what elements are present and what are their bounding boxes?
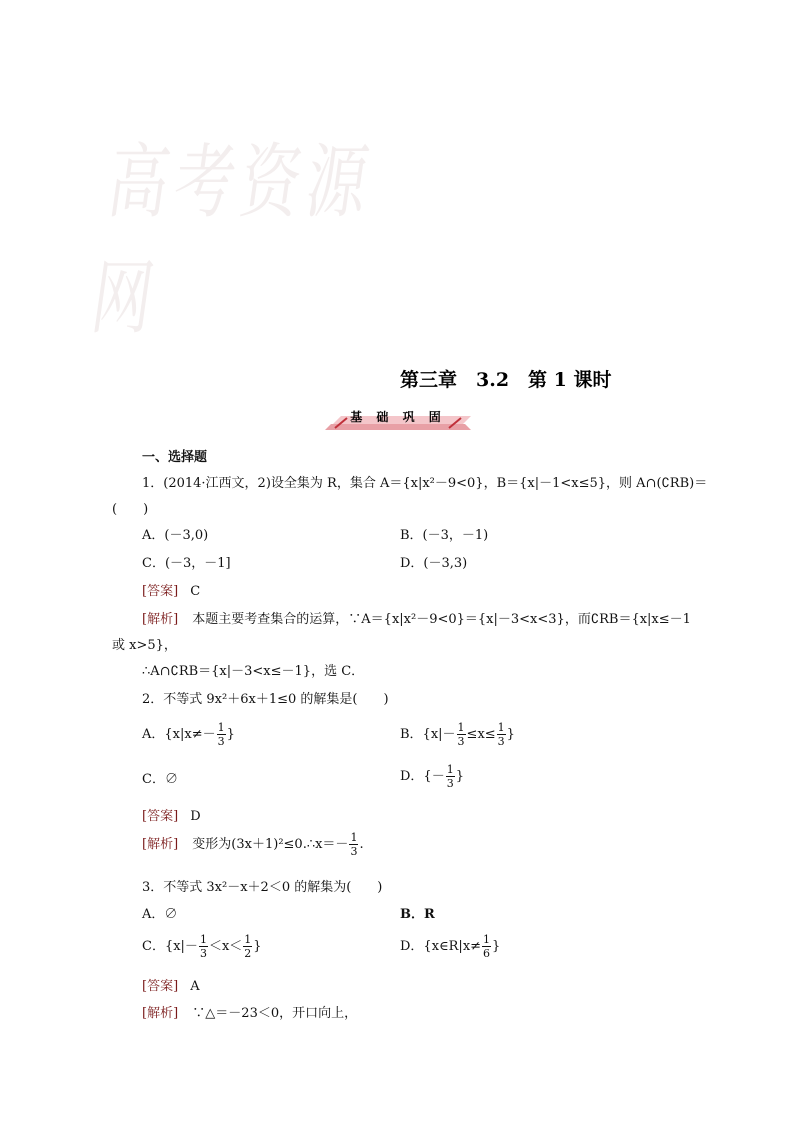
- q3-option-c-pre: C．{x|－: [142, 939, 198, 954]
- q3-option-c: [142, 934, 262, 959]
- answer-tag: [答案]: [142, 809, 179, 824]
- q1-analysis-line2: 或 x>5}，: [112, 638, 177, 653]
- frac-num: 1: [497, 721, 505, 734]
- fraction: [446, 764, 455, 789]
- q2-option-b-pre: B．{x|－: [400, 727, 456, 742]
- answer-tag: [答案]: [142, 979, 179, 994]
- q2-option-a: [142, 722, 235, 747]
- fraction: [497, 722, 506, 747]
- q1-stem-line1: 1．(2014·江西文，2)设全集为 R，集合 A＝{x|x²－9<0}，B＝{x|－1<x≤5}，则 A∩(∁RB)＝: [142, 476, 708, 491]
- q3-analysis: [142, 1002, 357, 1021]
- q1-option-a: A．(－3,0): [142, 528, 209, 543]
- analysis-tag: [解析]: [142, 1006, 179, 1021]
- q2-stem: 2．不等式 9x²＋6x＋1≤0 的解集是( ): [142, 692, 389, 707]
- q2-option-c: C．∅: [142, 772, 178, 787]
- q1-option-b: B．(－3，－1): [400, 528, 489, 543]
- fraction: [457, 722, 466, 747]
- q2-option-a-pre: A．{x|x≠－: [142, 727, 216, 742]
- answer-value: A: [190, 979, 200, 994]
- analysis-text: 本题主要考查集合的运算，∵A＝{x|x²－9<0}＝{x|－3<x<3}，而∁RB＝{x|x≤－1: [192, 612, 691, 627]
- q2-analysis: [142, 832, 364, 857]
- frac-num: 1: [446, 763, 454, 776]
- q2-answer: [142, 805, 201, 824]
- q1-analysis-line3: ∴A∩∁RB＝{x|－3<x≤－1}，选 C．: [142, 664, 365, 679]
- fraction: [217, 722, 226, 747]
- section-title: 一、选择题: [142, 450, 208, 465]
- q2-option-d-pre: D．{－: [400, 769, 445, 784]
- frac-num: 1: [350, 831, 358, 844]
- frac-num: 1: [483, 933, 491, 946]
- answer-tag: [答案]: [142, 584, 179, 599]
- frac-den: 2: [244, 947, 252, 960]
- frac-num: 1: [457, 721, 465, 734]
- q1-option-c: C．(－3，－1]: [142, 556, 231, 571]
- q3-stem: 3．不等式 3x²－x＋2＜0 的解集为( ): [142, 880, 383, 895]
- q3-option-c-post: }: [253, 939, 262, 954]
- frac-num: 1: [199, 933, 207, 946]
- analysis-end: .: [359, 837, 364, 852]
- frac-den: 3: [199, 947, 207, 960]
- frac-den: 3: [497, 735, 505, 748]
- fraction: [199, 934, 208, 959]
- q2-option-d-post: }: [455, 769, 464, 784]
- q3-option-d: [400, 934, 500, 959]
- q2-option-b: [400, 722, 515, 747]
- answer-value: C: [190, 584, 201, 599]
- q3-option-c-mid: ＜x＜: [208, 939, 243, 954]
- banner-label: 基 础 巩 固: [350, 410, 446, 424]
- q2-option-b-mid: ≤x≤: [466, 727, 496, 742]
- frac-den: 3: [446, 777, 454, 790]
- analysis-text: 变形为(3x＋1)²≤0.∴x＝－: [192, 837, 349, 852]
- frac-den: 3: [457, 735, 465, 748]
- section-banner: [325, 402, 471, 432]
- frac-den: 3: [350, 845, 358, 858]
- q3-answer: [142, 975, 200, 994]
- q1-answer: [142, 580, 200, 599]
- answer-value: D: [190, 809, 201, 824]
- page-title: 第三章 3.2 第 1 课时: [400, 369, 612, 391]
- q2-option-a-post: }: [226, 727, 235, 742]
- q2-option-b-post: }: [506, 727, 515, 742]
- q1-option-d: D．(－3,3): [400, 556, 468, 571]
- q3-option-b: B．R: [400, 907, 435, 922]
- frac-num: 1: [244, 933, 252, 946]
- q1-analysis-line1: [142, 608, 691, 627]
- analysis-tag: [解析]: [142, 837, 179, 852]
- q3-option-d-pre: D．{x∈R|x≠: [400, 939, 482, 954]
- frac-num: 1: [217, 721, 225, 734]
- fraction: [349, 832, 358, 857]
- frac-den: 6: [483, 947, 491, 960]
- q2-option-d: [400, 764, 464, 789]
- watermark-logo: 高考资源网: [85, 135, 380, 347]
- q3-option-a: A．∅: [142, 907, 178, 922]
- analysis-text: ∵△＝－23＜0，开口向上，: [192, 1006, 358, 1021]
- fraction: [482, 934, 491, 959]
- analysis-tag: [解析]: [142, 612, 179, 627]
- q1-stem-line2: ( ): [112, 502, 149, 517]
- fraction: [243, 934, 252, 959]
- frac-den: 3: [217, 735, 225, 748]
- q3-option-d-post: }: [492, 939, 501, 954]
